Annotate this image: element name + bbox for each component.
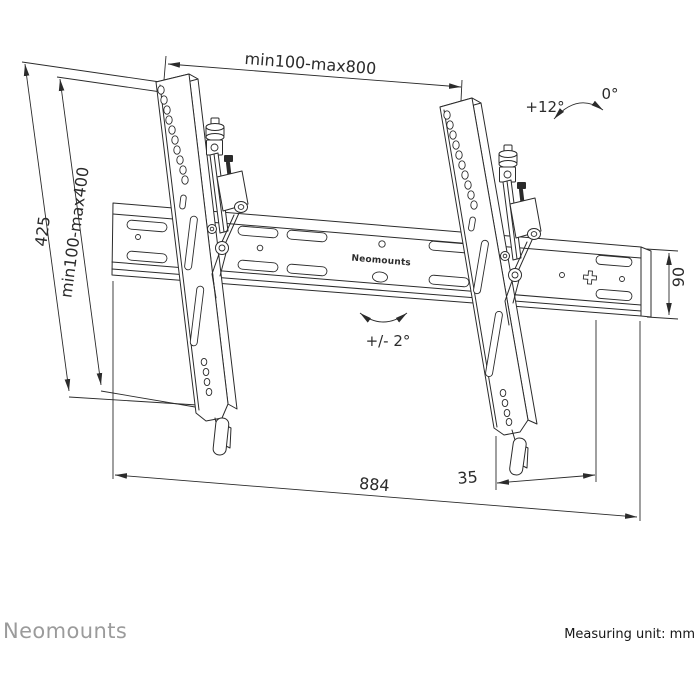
level-arc-arrow xyxy=(360,313,407,322)
vesa-hole xyxy=(471,201,477,209)
vesa-height-label: min100-max400 xyxy=(56,165,93,299)
vesa-hole xyxy=(459,161,465,169)
dimension-wallplate-height xyxy=(646,249,688,319)
bolt-head xyxy=(517,182,526,189)
vesa-hole xyxy=(169,126,175,134)
tilt-angle-annotation xyxy=(525,85,618,119)
brand-logo: Neomounts xyxy=(3,619,128,643)
screw-hole xyxy=(620,277,625,282)
vesa-hole xyxy=(450,131,456,139)
pivot-ring-hole xyxy=(512,272,518,278)
vesa-hole xyxy=(456,151,462,159)
adjust-hole xyxy=(506,418,512,425)
plate-brand-text: Neomounts xyxy=(351,253,412,269)
adjust-hole xyxy=(502,399,508,406)
adjust-hole xyxy=(204,378,210,385)
vesa-hole xyxy=(166,116,172,124)
vesa-hole xyxy=(182,176,188,184)
wall-plate-end-cap xyxy=(641,247,651,317)
extension-line xyxy=(22,62,160,82)
tilt-down-label: +12° xyxy=(525,98,565,116)
screw-hole xyxy=(560,273,565,278)
adjust-hole xyxy=(203,368,209,375)
vesa-hole xyxy=(453,141,459,149)
adjust-hole xyxy=(500,389,506,396)
dimension-line xyxy=(497,475,595,483)
vesa-hole xyxy=(465,181,471,189)
adjust-hole xyxy=(201,358,207,365)
screw-hole xyxy=(257,245,263,251)
knob-base xyxy=(499,161,517,168)
knob-cap xyxy=(206,124,224,131)
bracket-height-label: 425 xyxy=(31,214,55,248)
vesa-hole xyxy=(164,106,170,114)
extension-line xyxy=(164,56,166,80)
knob-cap xyxy=(499,151,517,158)
level-adjust-label: +/- 2° xyxy=(365,332,411,350)
pivot-ring-hole xyxy=(219,245,225,251)
lock-nut-hole xyxy=(210,227,214,231)
extension-line xyxy=(461,80,462,101)
vesa-hole xyxy=(468,191,474,199)
vesa-hole xyxy=(158,86,164,94)
vesa-hole xyxy=(161,96,167,104)
pull-handle xyxy=(509,437,527,475)
extension-line xyxy=(647,317,678,319)
wallplate-width-label: 884 xyxy=(358,473,391,496)
vesa-hole xyxy=(180,166,186,174)
vesa-width-label: min100-max800 xyxy=(243,48,377,79)
screw-hole xyxy=(136,235,141,240)
vesa-hole xyxy=(444,111,450,119)
adjust-hole xyxy=(504,409,510,416)
wallplate-height-label: 90 xyxy=(669,266,688,288)
profile-depth-label: 35 xyxy=(456,467,479,488)
vesa-hole xyxy=(447,121,453,129)
pull-handle xyxy=(213,417,230,455)
rail-slot xyxy=(179,195,186,210)
lock-nut-hole xyxy=(503,254,507,258)
vesa-hole xyxy=(174,146,180,154)
clamp-hole xyxy=(211,144,218,151)
adjust-hole xyxy=(206,388,212,395)
level-adjust-annotation xyxy=(360,313,410,350)
clamp-hole xyxy=(504,171,511,178)
vesa-hole xyxy=(462,171,468,179)
tilt-neutral-label: 0° xyxy=(601,85,619,103)
bolt-head xyxy=(224,155,233,162)
extension-line xyxy=(57,77,168,93)
dimension-vesa-width xyxy=(164,49,462,101)
vesa-hole xyxy=(172,136,178,144)
pivot-barrel-hole xyxy=(531,232,537,237)
knob-base xyxy=(206,134,224,141)
measuring-unit-note: Measuring unit: mm xyxy=(564,627,695,642)
vesa-hole xyxy=(177,156,183,164)
screw-hole xyxy=(379,241,385,247)
pivot-barrel-hole xyxy=(238,205,244,210)
